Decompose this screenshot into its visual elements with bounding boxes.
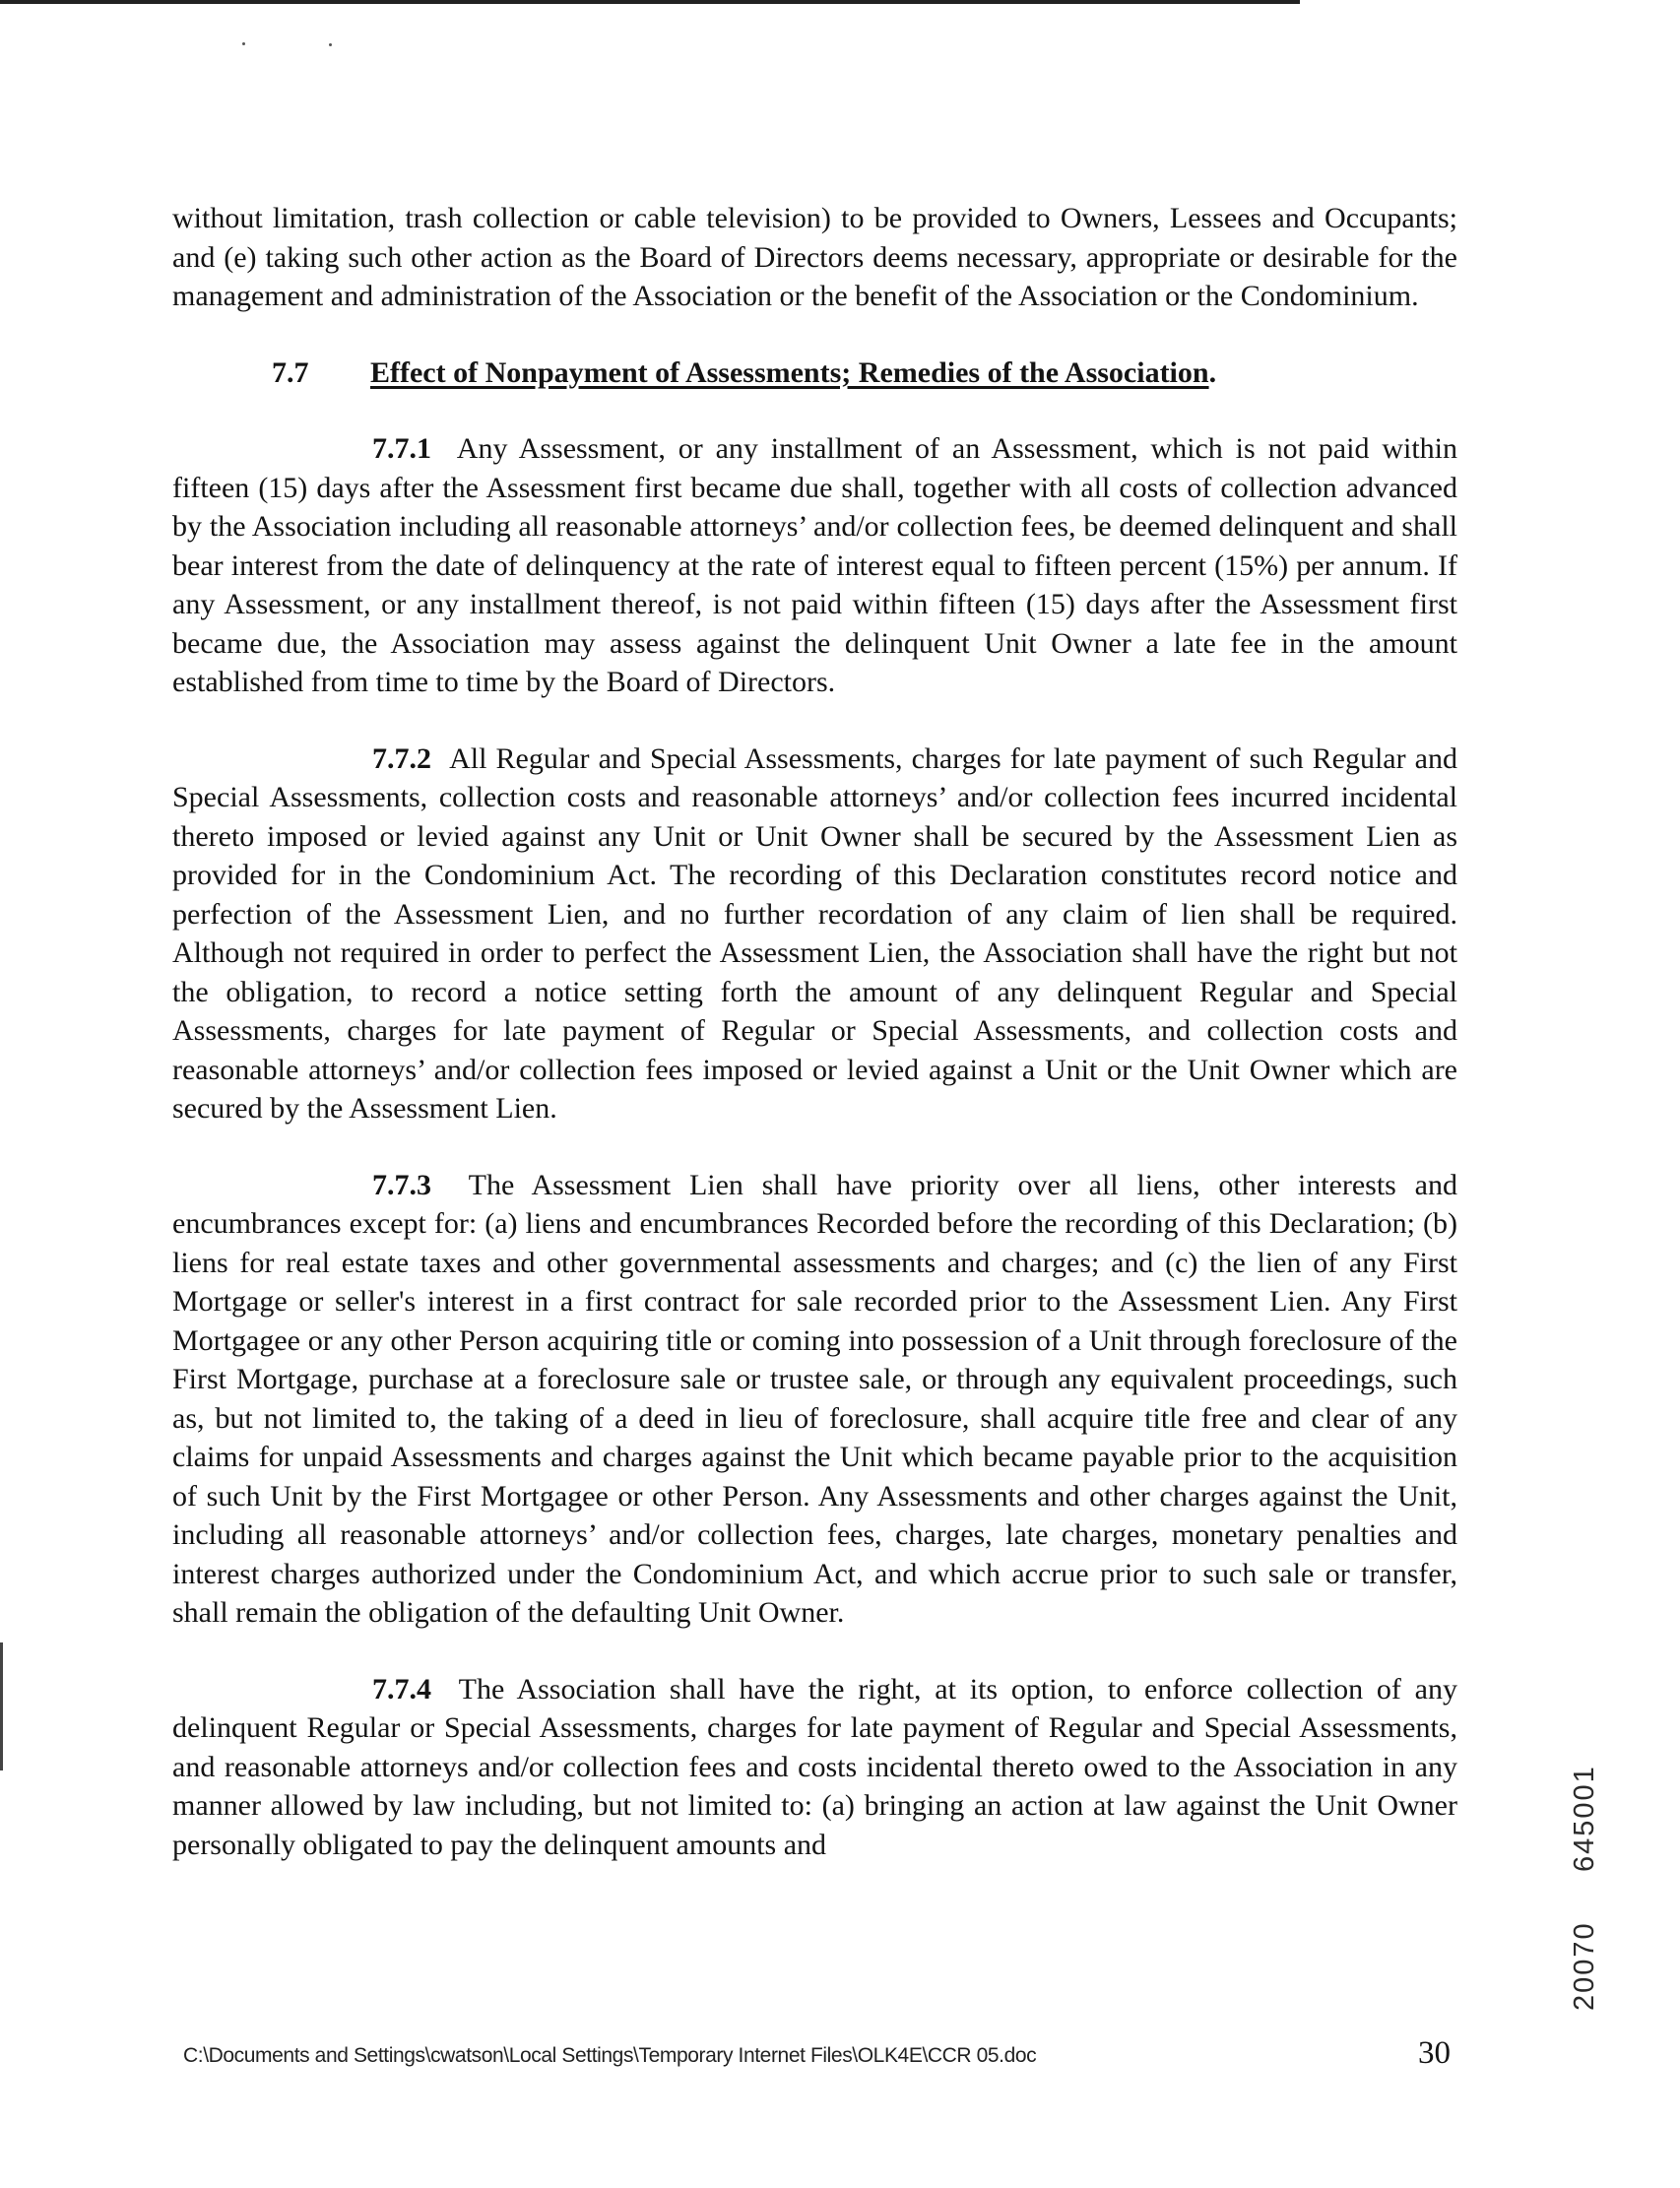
subsection-7-7-3 (172, 1166, 1457, 1633)
scan-margin-mark (0, 1642, 3, 1770)
subsection-number: 7.7.3 (372, 1168, 431, 1201)
recording-stamp-part1: 20070 (1569, 1921, 1600, 2011)
subsection-number: 7.7.4 (372, 1672, 431, 1705)
page-number: 30 (1418, 2035, 1451, 2071)
subsection-text: Any Assessment, or any installment of an Assessment, which is not paid within fifteen (15) days after the Assessment first became due shall, together with all costs of collection advanced by the Association including all reasonable attorneys’ and/or collection fees, be deemed delinquent and shall bear interest from the date of delinquency at the rate of interest equal to fifteen percent (15%) per annum. If any Assessment, or any installment thereof, is not paid within fifteen (15) days after the Assessment first became due, the Association may assess against the delinquent Unit Owner a late fee in the amount established from time to time by the Board of Directors. (172, 432, 1458, 698)
scan-speck (242, 42, 245, 45)
subsection-7-7-1 (172, 429, 1457, 702)
document-body (172, 199, 1457, 1864)
continued-paragraph: without limitation, trash collection or cable television) to be provided to Owners, Lessees and Occupants; and (e) taking such other action as the Board of Directors deems necessary, appropriate or desirable for the management and administration of the Association or the benefit of the Association or the Condominium. (172, 202, 1457, 312)
scan-speck (329, 43, 332, 46)
footer-file-path: C:\Documents and Settings\cwatson\Local Settings\Temporary Internet Files\OLK4E\CCR 05.doc (183, 2044, 1037, 2067)
section-number: 7.7 (272, 355, 309, 389)
subsection-7-7-2 (172, 740, 1457, 1128)
subsection-text: The Assessment Lien shall have priority over all liens, other interests and encumbrances except for: (a) liens and encumbrances Recorded before the recording of this Declaration; (b) liens for real estate taxes and other governmental assessments and charges; and (c) the lien of any First Mortgage or seller's interest in a first contract for sale recorded prior to the Assessment Lien. Any First Mortgagee or any other Person acquiring title or coming into possession of a Unit through foreclosure of the First Mortgage, purchase at a foreclosure sale or trustee sale, or through any equivalent proceedings, such as, but not limited to, the taking of a deed in lieu of foreclosure, shall acquire title free and clear of any claims for unpaid Assessments and charges against the Unit which became payable prior to the acquisition of such Unit by the First Mortgagee or other Person. Any Assessments and other charges against the Unit, including all reasonable attorneys’ and/or collection fees, charges, late charges, monetary penalties and interest charges authorized under the Condominium Act, and which accrue prior to such sale or transfer, shall remain the obligation of the defaulting Unit Owner. (172, 1168, 1457, 1629)
subsection-text: All Regular and Special Assessments, charges for late payment of such Regular and Special Assessments, collection costs and reasonable attorneys’ and/or collection fees incurred incidental thereto imposed or levied against any Unit or Unit Owner shall be secured by the Assessment Lien as provided for in the Condominium Act. The recording of this Declaration constitutes record notice and perfection of the Assessment Lien, and no further recordation of any claim of lien shall be required. Although not required in order to perfect the Assessment Lien, the Association shall have the right but not the obligation, to record a notice setting forth the amount of any delinquent Regular and Special Assessments, charges for late payment of Regular or Special Assessments, and collection costs and reasonable attorneys’ and/or collection fees imposed or levied against a Unit or the Unit Owner which are secured by the Assessment Lien. (172, 741, 1457, 1125)
recording-stamp (1569, 1585, 1604, 2011)
subsection-number: 7.7.2 (372, 741, 431, 775)
subsection-7-7-4 (172, 1670, 1457, 1865)
subsection-number: 7.7.1 (372, 432, 431, 465)
top-edge-rule (0, 0, 1300, 4)
section-title: Effect of Nonpayment of Assessments; Remedies of the Association (370, 355, 1209, 389)
recording-stamp-part2: 645001 (1569, 1765, 1600, 1873)
subsection-text: The Association shall have the right, at its option, to enforce collection of any delinquent Regular or Special Assessments, charges for late payment of Regular and Special Assessments, and reasonable attorneys and/or collection fees and costs incidental thereto owed to the Association in any manner allowed by law including, but not limited to: (a) bringing an action at law against the Unit Owner personally obligated to pay the delinquent amounts and (172, 1672, 1457, 1861)
section-heading (172, 354, 1457, 393)
section-title-period: . (1208, 355, 1217, 389)
